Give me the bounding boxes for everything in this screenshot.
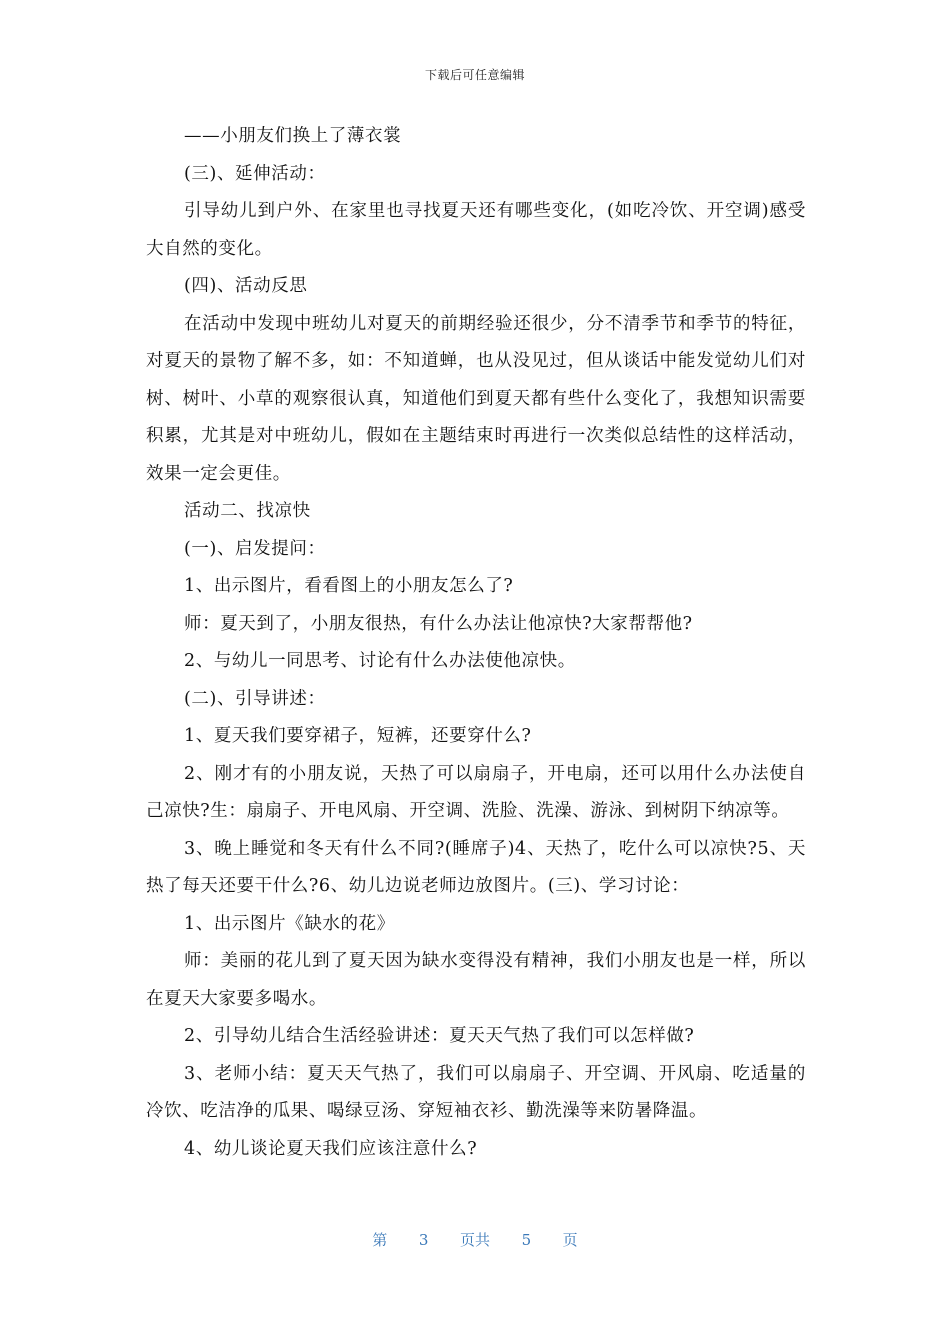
paragraph: 2、与幼儿一同思考、讨论有什么办法使他凉快。 (184, 651, 576, 671)
section-heading: (三)、延伸活动： (184, 163, 326, 184)
page-header: 下载后可任意编辑 (424, 68, 525, 82)
section-heading: 活动二、找凉快 (184, 501, 311, 521)
paragraph: 4、幼儿谈论夏天我们应该注意什么? (184, 1138, 478, 1159)
document-body (146, 118, 806, 1168)
footer-mid: 页共 (459, 1231, 490, 1249)
footer-prefix: 第 (372, 1231, 388, 1249)
paragraph: 在活动中发现中班幼儿对夏天的前期经验还很少，分不清季节和季节的特征，对夏天的景物了解不多，如：不知道蝉，也从没见过，但从谈话中能发觉幼儿们对树、树叶、小草的观察很认真，知道他们到夏天都有些什么变化了，我想知识需要积累，尤其是对中班幼儿，假如在主题结束时再进行一次类似总结性的这样活动，效果一定会更佳。 (146, 313, 806, 484)
section-heading: (二)、引导讲述： (184, 688, 326, 709)
section-heading: (四)、活动反思 (184, 276, 308, 296)
paragraph: 师：美丽的花儿到了夏天因为缺水变得没有精神，我们小朋友也是一样，所以在夏天大家要多喝水。 (146, 951, 806, 1009)
paragraph: 2、引导幼儿结合生活经验讲述：夏天天气热了我们可以怎样做? (184, 1026, 695, 1046)
paragraph: 1、出示图片《缺水的花》 (184, 913, 395, 934)
paragraph: 师：夏天到了，小朋友很热，有什么办法让他凉快?大家帮帮他? (184, 613, 693, 634)
section-heading: (一)、启发提问： (184, 538, 326, 559)
paragraph: 3、老师小结：夏天天气热了，我们可以扇扇子、开空调、开风扇、吃适量的冷饮、吃洁净的瓜果、喝绿豆汤、穿短袖衣衫、勤洗澡等来防暑降温。 (146, 1063, 806, 1121)
footer-suffix: 页 (562, 1231, 578, 1249)
paragraph: 2、刚才有的小朋友说，天热了可以扇扇子，开电扇，还可以用什么办法使自己凉快?生：扇扇子、开电风扇、开空调、洗脸、洗澡、游泳、到树阴下纳凉等。 (146, 763, 806, 821)
paragraph: ——小朋友们换上了薄衣裳 (184, 126, 402, 146)
paragraph: 引导幼儿到户外、在家里也寻找夏天还有哪些变化，(如吃冷饮、开空调)感受大自然的变化。 (146, 201, 806, 259)
paragraph: 3、晚上睡觉和冬天有什么不同?(睡席子)4、天热了，吃什么可以凉快?5、天热了每天还要干什么?6、幼儿边说老师边放图片。(三)、学习讨论： (146, 838, 806, 896)
paragraph: 1、夏天我们要穿裙子，短裤，还要穿什么? (184, 726, 532, 746)
paragraph: 1、出示图片，看看图上的小朋友怎么了? (184, 576, 514, 596)
current-page-number: 3 (418, 1231, 429, 1249)
page-footer (0, 1229, 950, 1250)
total-pages-number: 5 (521, 1231, 532, 1249)
